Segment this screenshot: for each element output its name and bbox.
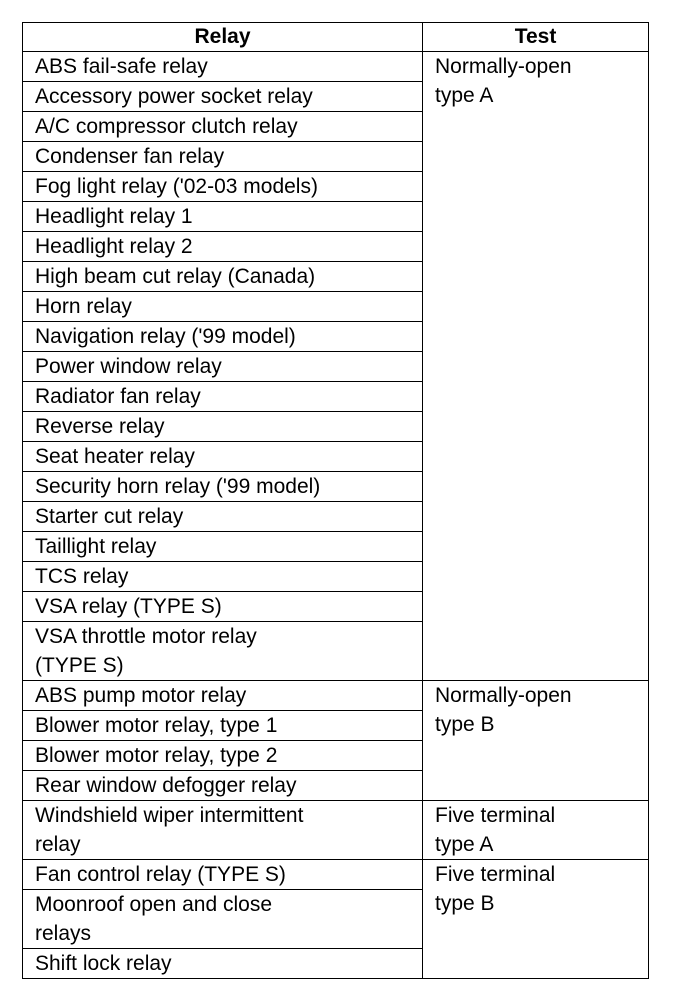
relay-name-text: Radiator fan relay bbox=[35, 385, 201, 408]
relay-name-text: Rear window defogger relay bbox=[35, 774, 297, 797]
relay-name-text: Power window relay bbox=[35, 355, 222, 378]
table-row bbox=[23, 801, 649, 860]
relay-name-text: VSA throttle motor relay bbox=[35, 625, 257, 648]
table-row bbox=[23, 860, 649, 890]
relay-name-cell bbox=[23, 112, 423, 142]
relay-name-cell bbox=[23, 412, 423, 442]
relay-name-text: ABS pump motor relay bbox=[35, 684, 247, 707]
test-type-text: Five terminal bbox=[435, 804, 556, 827]
relay-name-text: VSA relay (TYPE S) bbox=[35, 595, 222, 618]
test-type-text: type A bbox=[435, 84, 494, 107]
relay-name-cell bbox=[23, 949, 423, 979]
relay-name-cell bbox=[23, 860, 423, 890]
relay-test-table bbox=[22, 22, 649, 979]
table-body bbox=[23, 52, 649, 979]
relay-name-text: relays bbox=[35, 922, 92, 945]
relay-name-cell bbox=[23, 442, 423, 472]
test-type-text: Normally-open bbox=[435, 684, 572, 707]
relay-name-cell bbox=[23, 382, 423, 412]
relay-name-text: Blower motor relay, type 1 bbox=[35, 714, 278, 737]
table-row bbox=[23, 681, 649, 711]
relay-name-text: (TYPE S) bbox=[35, 654, 124, 677]
relay-name-text: Fog light relay ('02-03 models) bbox=[35, 175, 318, 198]
relay-name-cell bbox=[23, 142, 423, 172]
relay-name-cell bbox=[23, 771, 423, 801]
table-row bbox=[23, 52, 649, 82]
test-column-header: Test bbox=[423, 23, 649, 52]
relay-name-text: relay bbox=[35, 833, 81, 856]
relay-name-cell bbox=[23, 622, 423, 681]
relay-name-text: Moonroof open and close bbox=[35, 893, 272, 916]
relay-name-text: Navigation relay ('99 model) bbox=[35, 325, 296, 348]
test-type-cell bbox=[423, 860, 649, 979]
relay-column-header: Relay bbox=[23, 23, 423, 52]
relay-name-cell bbox=[23, 681, 423, 711]
relay-name-text: ABS fail-safe relay bbox=[35, 55, 208, 78]
relay-name-cell bbox=[23, 502, 423, 532]
relay-name-cell bbox=[23, 82, 423, 112]
relay-name-text: Headlight relay 2 bbox=[35, 235, 193, 258]
test-type-cell bbox=[423, 52, 649, 681]
relay-name-cell bbox=[23, 532, 423, 562]
relay-name-text: Horn relay bbox=[35, 295, 132, 318]
relay-name-cell bbox=[23, 890, 423, 949]
relay-name-text: Windshield wiper intermittent bbox=[35, 804, 304, 827]
relay-name-text: TCS relay bbox=[35, 565, 129, 588]
relay-name-text: High beam cut relay (Canada) bbox=[35, 265, 316, 288]
test-type-text: type B bbox=[435, 713, 495, 736]
relay-name-cell bbox=[23, 232, 423, 262]
relay-name-cell bbox=[23, 741, 423, 771]
relay-name-cell bbox=[23, 262, 423, 292]
table-header-row bbox=[23, 23, 649, 52]
relay-name-text: Reverse relay bbox=[35, 415, 165, 438]
relay-name-cell bbox=[23, 52, 423, 82]
relay-name-text: Seat heater relay bbox=[35, 445, 195, 468]
relay-name-text: Fan control relay (TYPE S) bbox=[35, 863, 286, 886]
test-type-cell bbox=[423, 681, 649, 801]
relay-name-cell bbox=[23, 292, 423, 322]
test-type-text: type B bbox=[435, 892, 495, 915]
relay-name-text: Headlight relay 1 bbox=[35, 205, 193, 228]
relay-name-cell bbox=[23, 472, 423, 502]
test-type-text: Normally-open bbox=[435, 55, 572, 78]
relay-name-text: Shift lock relay bbox=[35, 952, 172, 975]
test-type-text: type A bbox=[435, 833, 494, 856]
relay-name-cell bbox=[23, 172, 423, 202]
relay-name-cell bbox=[23, 352, 423, 382]
relay-name-cell bbox=[23, 801, 423, 860]
relay-name-cell bbox=[23, 711, 423, 741]
test-type-text: Five terminal bbox=[435, 863, 556, 886]
relay-name-text: A/C compressor clutch relay bbox=[35, 115, 298, 138]
relay-name-cell bbox=[23, 202, 423, 232]
relay-name-cell bbox=[23, 562, 423, 592]
test-type-cell bbox=[423, 801, 649, 860]
relay-name-text: Starter cut relay bbox=[35, 505, 184, 528]
relay-name-text: Taillight relay bbox=[35, 535, 157, 558]
relay-name-text: Blower motor relay, type 2 bbox=[35, 744, 278, 767]
relay-name-cell bbox=[23, 322, 423, 352]
relay-name-cell bbox=[23, 592, 423, 622]
relay-name-text: Accessory power socket relay bbox=[35, 85, 313, 108]
relay-name-text: Condenser fan relay bbox=[35, 145, 225, 168]
relay-name-text: Security horn relay ('99 model) bbox=[35, 475, 321, 498]
